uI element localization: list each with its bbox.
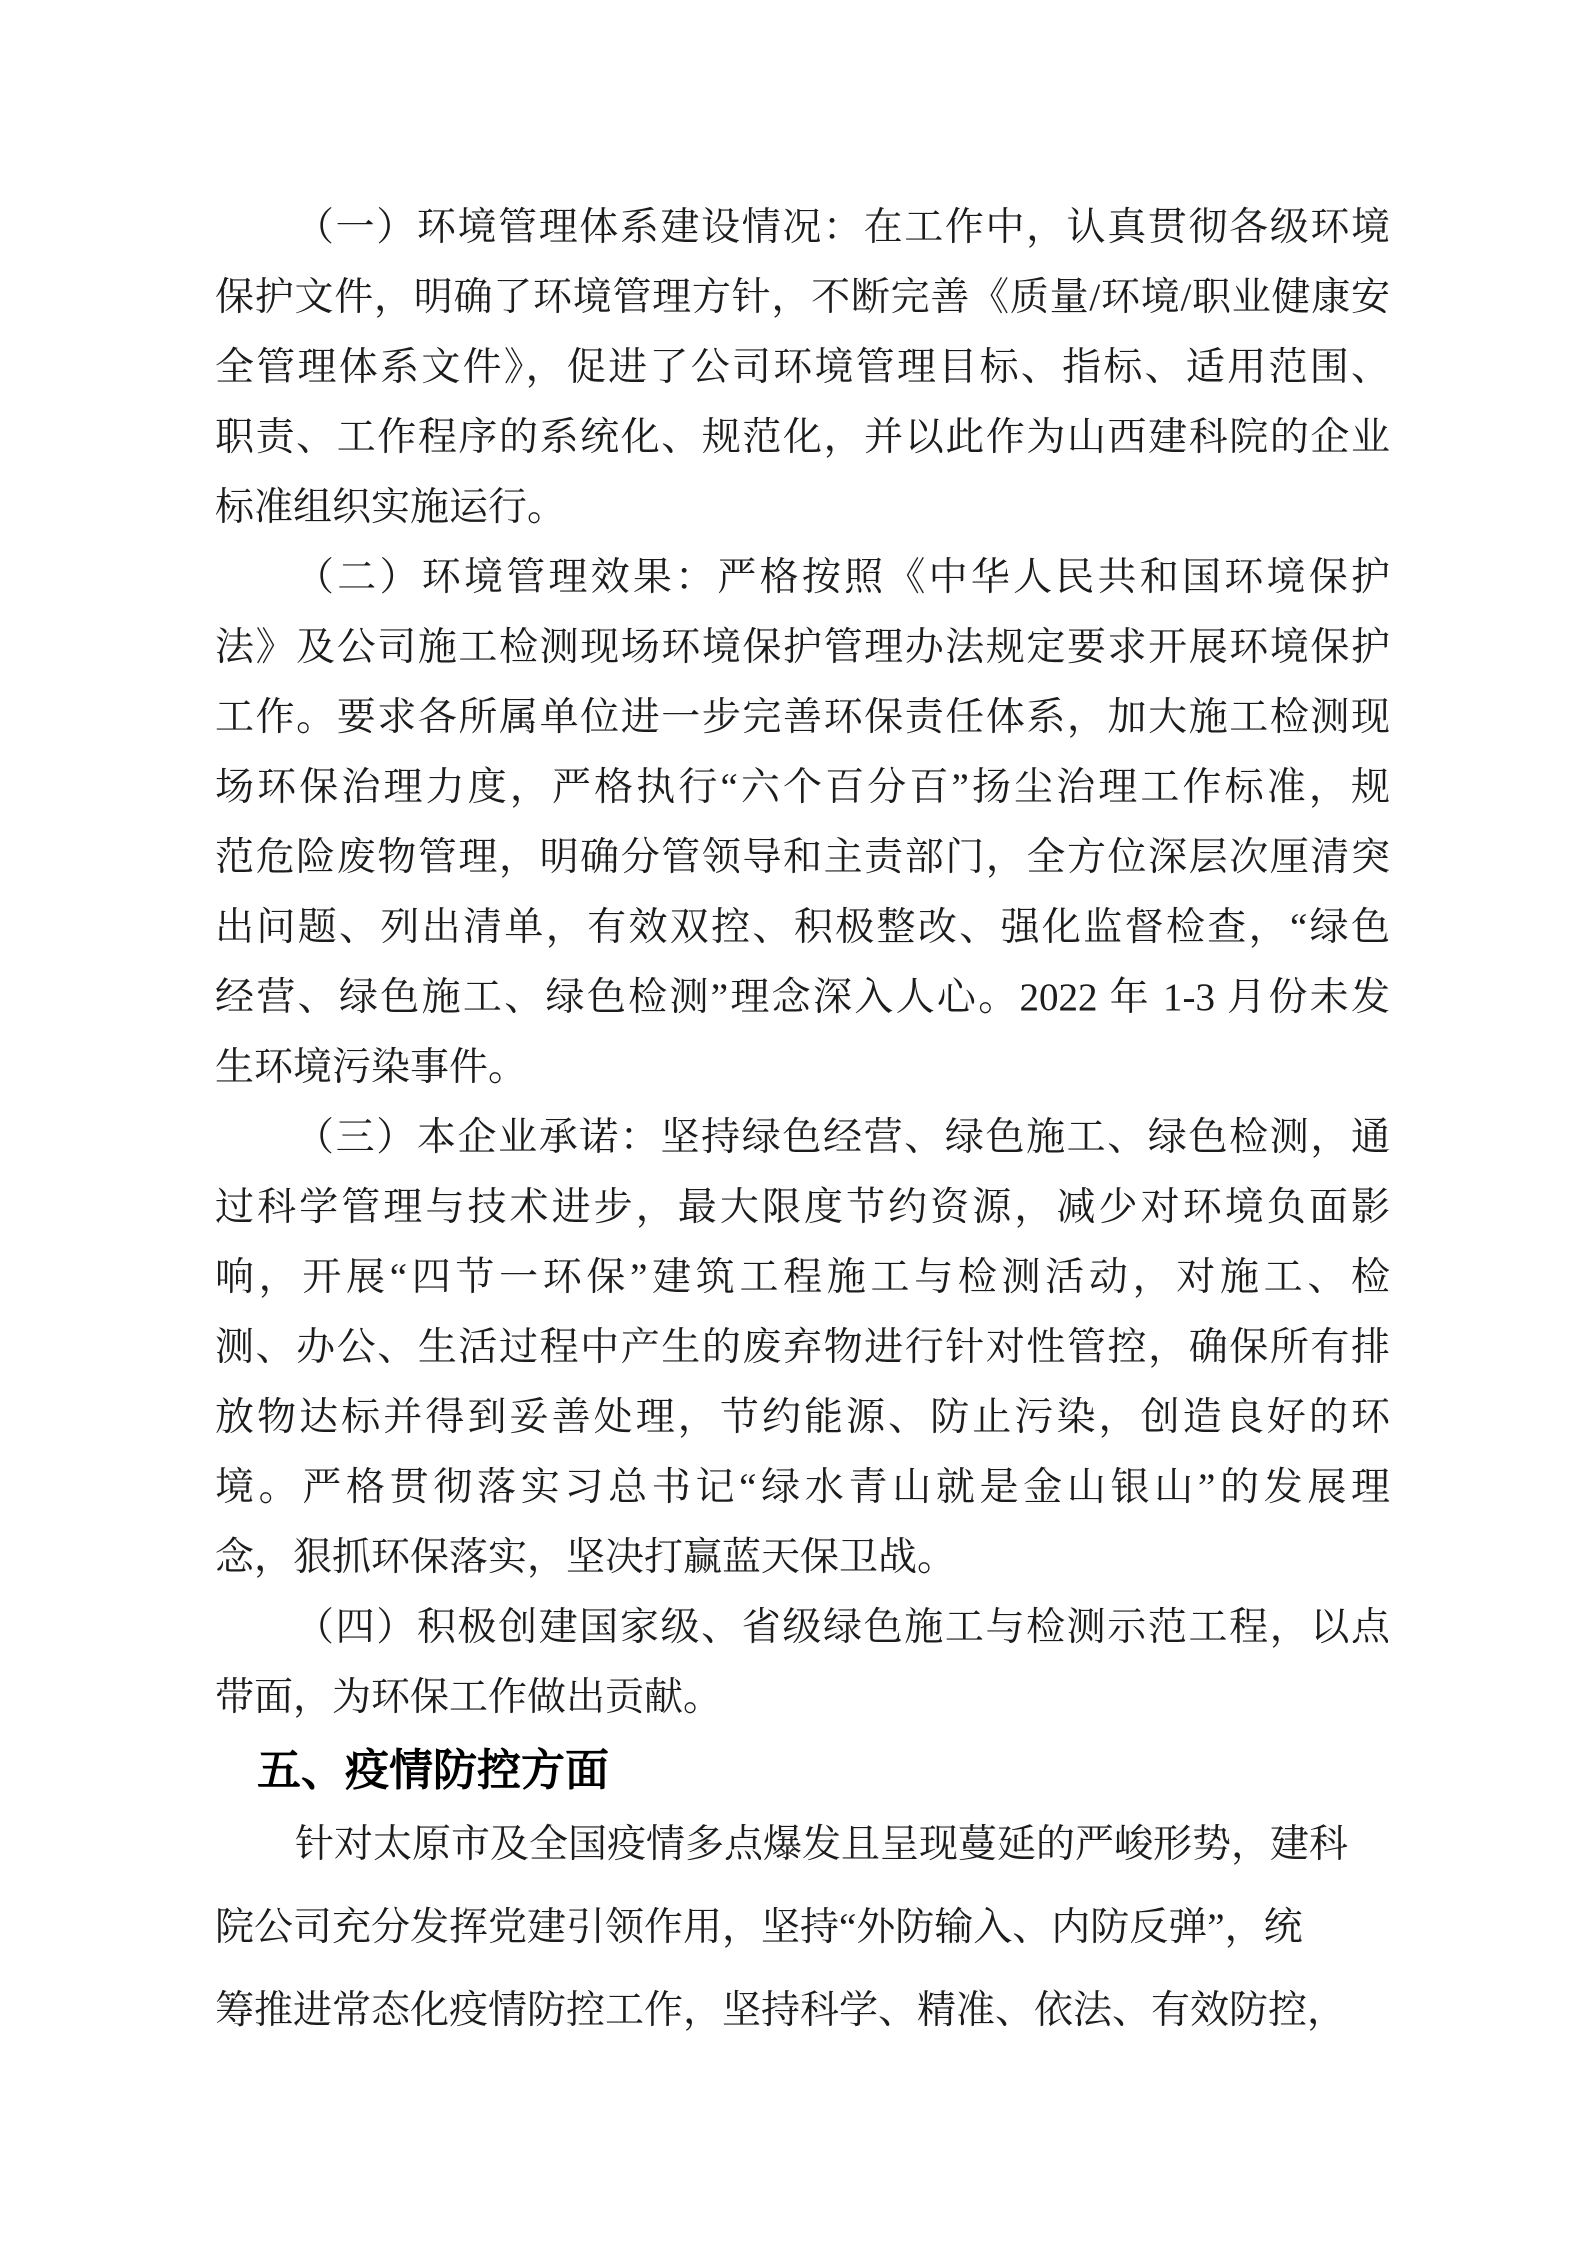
text-line: 测、办公、生活过程中产生的废弃物进行针对性管控，确保所有排 bbox=[215, 1326, 1390, 1369]
text-line: 带面，为环保工作做出贡献。 bbox=[215, 1676, 723, 1719]
text-line: 标准组织实施运行。 bbox=[215, 486, 567, 529]
text-line: （三）本企业承诺：坚持绿色经营、绿色施工、绿色检测，通 bbox=[295, 1116, 1390, 1159]
text-line: 放物达标并得到妥善处理，节约能源、防止污染，创造良好的环 bbox=[215, 1396, 1390, 1439]
text-line: （二）环境管理效果：严格按照《中华人民共和国环境保护 bbox=[295, 556, 1390, 599]
text-line: 经营、绿色施工、绿色检测”理念深入人心。2022 年 1-3 月份未发 bbox=[215, 976, 1390, 1019]
paragraph-demo-projects bbox=[215, 1593, 1390, 1733]
text-line: 工作。要求各所属单位进一步完善环保责任体系，加大施工检测现 bbox=[215, 696, 1390, 739]
text-line: 念，狠抓环保落实，坚决打赢蓝天保卫战。 bbox=[215, 1536, 957, 1579]
text-line: 保护文件，明确了环境管理方针，不断完善《质量/环境/职业健康安 bbox=[215, 276, 1390, 319]
text-line: 筹推进常态化疫情防控工作，坚持科学、精准、依法、有效防控， bbox=[215, 1989, 1347, 2032]
paragraph-commitment bbox=[215, 1103, 1390, 1593]
paragraph-env-system bbox=[215, 193, 1390, 543]
text-line: （一）环境管理体系建设情况：在工作中，认真贯彻各级环境 bbox=[295, 206, 1390, 249]
text-line: 法》及公司施工检测现场环境保护管理办法规定要求开展环境保护 bbox=[215, 626, 1390, 669]
text-line: 职责、工作程序的系统化、规范化，并以此作为山西建科院的企业 bbox=[215, 416, 1390, 459]
text-line: 境。严格贯彻落实习总书记“绿水青山就是金山银山”的发展理 bbox=[215, 1466, 1390, 1509]
text-line: （四）积极创建国家级、省级绿色施工与检测示范工程，以点 bbox=[295, 1606, 1390, 1649]
section-heading: 五、疫情防控方面 bbox=[257, 1746, 609, 1795]
text-line: 全管理体系文件》，促进了公司环境管理目标、指标、适用范围、 bbox=[215, 346, 1390, 389]
text-line: 院公司充分发挥党建引领作用，坚持“外防输入、内防反弹”，统 bbox=[215, 1906, 1303, 1949]
paragraph-pandemic bbox=[215, 1803, 1390, 2052]
text-line: 范危险废物管理，明确分管领导和主责部门，全方位深层次厘清突 bbox=[215, 836, 1390, 879]
text-line: 针对太原市及全国疫情多点爆发且呈现蔓延的严峻形势，建科 bbox=[295, 1823, 1349, 1866]
text-line: 出问题、列出清单，有效双控、积极整改、强化监督检查，“绿色 bbox=[215, 906, 1390, 949]
text-line: 生环境污染事件。 bbox=[215, 1046, 528, 1089]
text-line: 场环保治理力度，严格执行“六个百分百”扬尘治理工作标准，规 bbox=[215, 766, 1390, 809]
text-line: 过科学管理与技术进步，最大限度节约资源，减少对环境负面影 bbox=[215, 1186, 1390, 1229]
text-line: 响，开展“四节一环保”建筑工程施工与检测活动，对施工、检 bbox=[215, 1256, 1390, 1299]
paragraph-env-effect bbox=[215, 543, 1390, 1103]
